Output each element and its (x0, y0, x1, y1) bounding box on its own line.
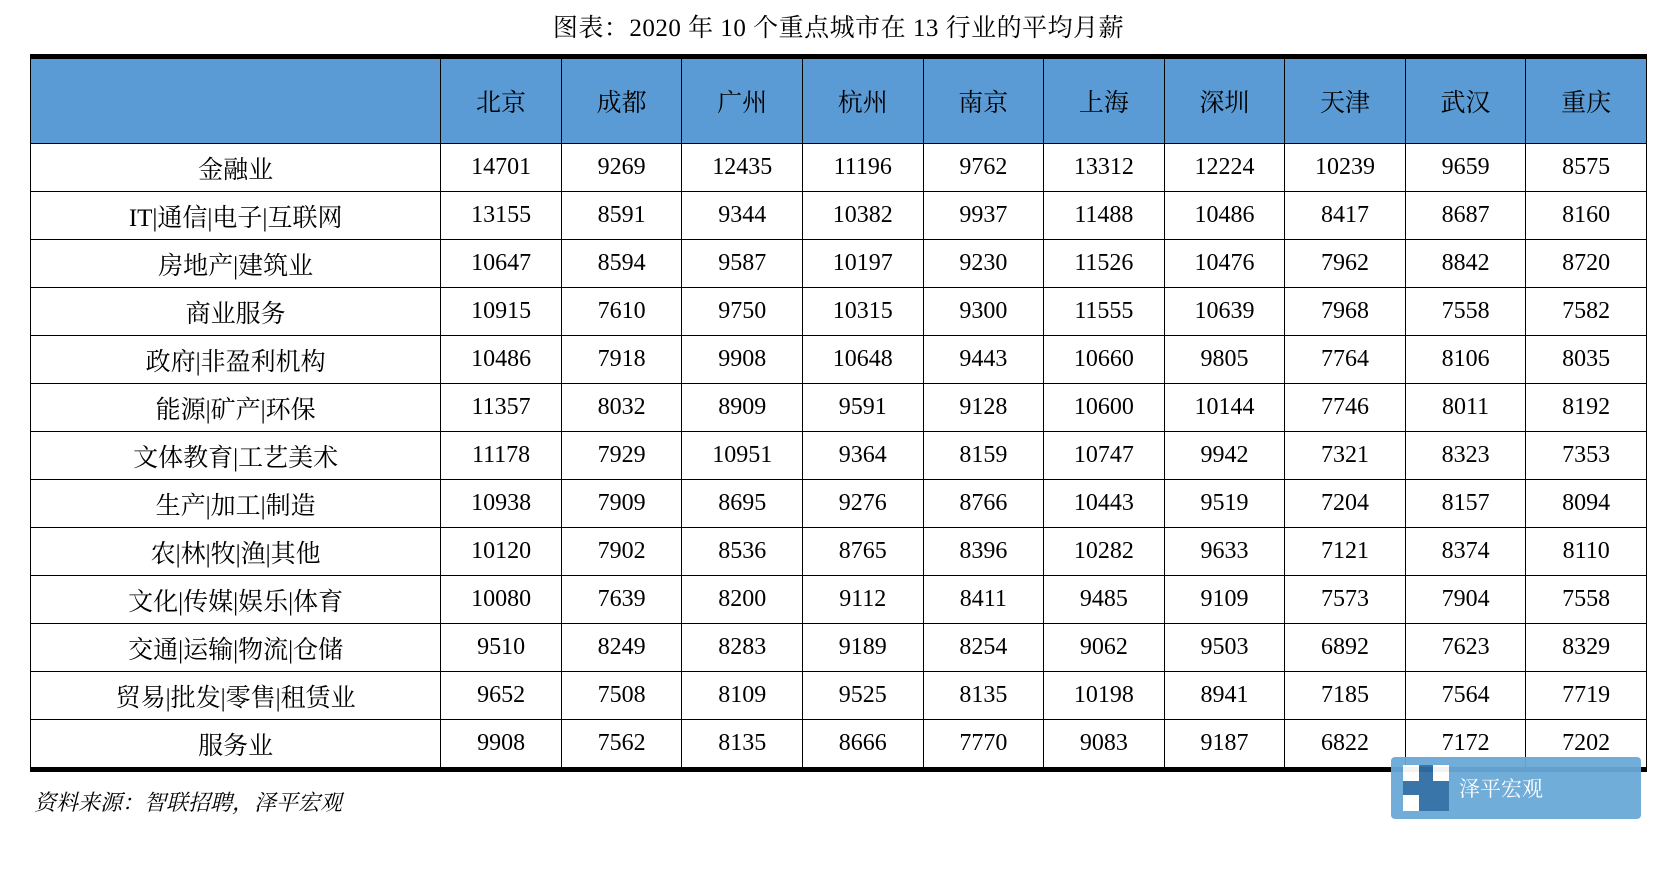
cell-value: 9633 (1164, 528, 1285, 576)
cell-value: 7172 (1405, 720, 1526, 768)
cell-value: 9937 (923, 192, 1044, 240)
row-label: 能源|矿产|环保 (31, 384, 441, 432)
cell-value: 9276 (802, 480, 923, 528)
cell-value: 8411 (923, 576, 1044, 624)
cell-value: 7558 (1526, 576, 1647, 624)
cell-value: 7746 (1285, 384, 1406, 432)
column-header-city: 天津 (1285, 59, 1406, 144)
cell-value: 8106 (1405, 336, 1526, 384)
cell-value: 8941 (1164, 672, 1285, 720)
cell-value: 7573 (1285, 576, 1406, 624)
cell-value: 8591 (561, 192, 682, 240)
cell-value: 10647 (441, 240, 562, 288)
table-row (31, 144, 1647, 192)
cell-value: 10639 (1164, 288, 1285, 336)
table-row (31, 288, 1647, 336)
cell-value: 7321 (1285, 432, 1406, 480)
cell-value: 10747 (1044, 432, 1165, 480)
cell-value: 8160 (1526, 192, 1647, 240)
cell-value: 9443 (923, 336, 1044, 384)
cell-value: 8110 (1526, 528, 1647, 576)
row-label: 文化|传媒|娱乐|体育 (31, 576, 441, 624)
cell-value: 14701 (441, 144, 562, 192)
cell-value: 8374 (1405, 528, 1526, 576)
cell-value: 6822 (1285, 720, 1406, 768)
cell-value: 10938 (441, 480, 562, 528)
cell-value: 8035 (1526, 336, 1647, 384)
cell-value: 6892 (1285, 624, 1406, 672)
cell-value: 11555 (1044, 288, 1165, 336)
cell-value: 9750 (682, 288, 803, 336)
cell-value: 7719 (1526, 672, 1647, 720)
cell-value: 8766 (923, 480, 1044, 528)
cell-value: 11357 (441, 384, 562, 432)
cell-value: 7764 (1285, 336, 1406, 384)
cell-value: 8032 (561, 384, 682, 432)
cell-value: 9109 (1164, 576, 1285, 624)
cell-value: 10120 (441, 528, 562, 576)
column-header-city: 杭州 (802, 59, 923, 144)
column-header-city: 北京 (441, 59, 562, 144)
cell-value: 8249 (561, 624, 682, 672)
cell-value: 10486 (1164, 192, 1285, 240)
cell-value: 8575 (1526, 144, 1647, 192)
row-label: 服务业 (31, 720, 441, 768)
row-label: 金融业 (31, 144, 441, 192)
row-label: 生产|加工|制造 (31, 480, 441, 528)
cell-value: 8842 (1405, 240, 1526, 288)
table-body (31, 144, 1647, 768)
cell-value: 7558 (1405, 288, 1526, 336)
row-label: 农|林|牧|渔|其他 (31, 528, 441, 576)
table-row (31, 192, 1647, 240)
cell-value: 8536 (682, 528, 803, 576)
cell-value: 8157 (1405, 480, 1526, 528)
cell-value: 9942 (1164, 432, 1285, 480)
cell-value: 9083 (1044, 720, 1165, 768)
cell-value: 9230 (923, 240, 1044, 288)
cell-value: 10144 (1164, 384, 1285, 432)
table-row (31, 624, 1647, 672)
cell-value: 7508 (561, 672, 682, 720)
table-row (31, 432, 1647, 480)
row-label: 文体教育|工艺美术 (31, 432, 441, 480)
row-label: 房地产|建筑业 (31, 240, 441, 288)
table-row (31, 240, 1647, 288)
cell-value: 7121 (1285, 528, 1406, 576)
cell-value: 8094 (1526, 480, 1647, 528)
table-row (31, 480, 1647, 528)
source-note: 资料来源：智联招聘，泽平宏观 (34, 790, 343, 815)
table-row (31, 672, 1647, 720)
cell-value: 7202 (1526, 720, 1647, 768)
cell-value: 8192 (1526, 384, 1647, 432)
page-title: 图表：2020 年 10 个重点城市在 13 行业的平均月薪 (552, 15, 1125, 42)
cell-value: 8135 (923, 672, 1044, 720)
table-row (31, 336, 1647, 384)
cell-value: 8329 (1526, 624, 1647, 672)
cell-value: 7562 (561, 720, 682, 768)
cell-value: 11526 (1044, 240, 1165, 288)
table-corner-cell (31, 59, 441, 144)
cell-value: 7623 (1405, 624, 1526, 672)
cell-value: 8594 (561, 240, 682, 288)
cell-value: 9187 (1164, 720, 1285, 768)
cell-value: 7968 (1285, 288, 1406, 336)
cell-value: 10282 (1044, 528, 1165, 576)
cell-value: 11196 (802, 144, 923, 192)
cell-value: 7185 (1285, 672, 1406, 720)
cell-value: 8417 (1285, 192, 1406, 240)
cell-value: 11178 (441, 432, 562, 480)
watermark-badge (1391, 757, 1641, 819)
cell-value: 10382 (802, 192, 923, 240)
cell-value: 8666 (802, 720, 923, 768)
cell-value: 10198 (1044, 672, 1165, 720)
cell-value: 10600 (1044, 384, 1165, 432)
cell-value: 9587 (682, 240, 803, 288)
cell-value: 13155 (441, 192, 562, 240)
cell-value: 9485 (1044, 576, 1165, 624)
watermark-label: 泽平宏观 (1459, 777, 1543, 801)
cell-value: 9908 (682, 336, 803, 384)
column-header-city: 广州 (682, 59, 803, 144)
cell-value: 7904 (1405, 576, 1526, 624)
column-header-city: 深圳 (1164, 59, 1285, 144)
cell-value: 9364 (802, 432, 923, 480)
cell-value: 10915 (441, 288, 562, 336)
cell-value: 9344 (682, 192, 803, 240)
cell-value: 10486 (441, 336, 562, 384)
cell-value: 9300 (923, 288, 1044, 336)
table-row (31, 528, 1647, 576)
cell-value: 10476 (1164, 240, 1285, 288)
cell-value: 9519 (1164, 480, 1285, 528)
cell-value: 8135 (682, 720, 803, 768)
cell-value: 9062 (1044, 624, 1165, 672)
cell-value: 9525 (802, 672, 923, 720)
row-label: IT|通信|电子|互联网 (31, 192, 441, 240)
cell-value: 12224 (1164, 144, 1285, 192)
cell-value: 7639 (561, 576, 682, 624)
cell-value: 7770 (923, 720, 1044, 768)
cell-value: 7962 (1285, 240, 1406, 288)
cell-value: 7902 (561, 528, 682, 576)
column-header-city: 重庆 (1526, 59, 1647, 144)
row-label: 交通|运输|物流|仓储 (31, 624, 441, 672)
cell-value: 9908 (441, 720, 562, 768)
cell-value: 8909 (682, 384, 803, 432)
cell-value: 8396 (923, 528, 1044, 576)
cell-value: 10660 (1044, 336, 1165, 384)
cell-value: 7204 (1285, 480, 1406, 528)
cell-value: 10239 (1285, 144, 1406, 192)
qr-code-icon (1403, 765, 1449, 811)
cell-value: 9805 (1164, 336, 1285, 384)
cell-value: 8720 (1526, 240, 1647, 288)
cell-value: 13312 (1044, 144, 1165, 192)
cell-value: 7929 (561, 432, 682, 480)
cell-value: 9510 (441, 624, 562, 672)
cell-value: 7582 (1526, 288, 1647, 336)
column-header-city: 南京 (923, 59, 1044, 144)
cell-value: 9128 (923, 384, 1044, 432)
cell-value: 7918 (561, 336, 682, 384)
cell-value: 9591 (802, 384, 923, 432)
row-label: 贸易|批发|零售|租赁业 (31, 672, 441, 720)
cell-value: 8765 (802, 528, 923, 576)
table-row (31, 384, 1647, 432)
cell-value: 8254 (923, 624, 1044, 672)
cell-value: 7909 (561, 480, 682, 528)
cell-value: 9762 (923, 144, 1044, 192)
row-label: 政府|非盈利机构 (31, 336, 441, 384)
cell-value: 10197 (802, 240, 923, 288)
cell-value: 8109 (682, 672, 803, 720)
cell-value: 8159 (923, 432, 1044, 480)
cell-value: 9189 (802, 624, 923, 672)
column-header-city: 武汉 (1405, 59, 1526, 144)
cell-value: 7353 (1526, 432, 1647, 480)
cell-value: 12435 (682, 144, 803, 192)
cell-value: 9659 (1405, 144, 1526, 192)
cell-value: 9112 (802, 576, 923, 624)
row-label: 商业服务 (31, 288, 441, 336)
column-header-city: 成都 (561, 59, 682, 144)
cell-value: 9503 (1164, 624, 1285, 672)
cell-value: 10443 (1044, 480, 1165, 528)
cell-value: 8695 (682, 480, 803, 528)
cell-value: 10648 (802, 336, 923, 384)
cell-value: 9652 (441, 672, 562, 720)
cell-value: 8011 (1405, 384, 1526, 432)
cell-value: 7564 (1405, 672, 1526, 720)
salary-table (30, 58, 1647, 768)
cell-value: 8687 (1405, 192, 1526, 240)
table-row (31, 576, 1647, 624)
table-header (31, 59, 1647, 144)
table-header-row (31, 59, 1647, 144)
cell-value: 10080 (441, 576, 562, 624)
cell-value: 8283 (682, 624, 803, 672)
cell-value: 10951 (682, 432, 803, 480)
cell-value: 10315 (802, 288, 923, 336)
cell-value: 7610 (561, 288, 682, 336)
column-header-city: 上海 (1044, 59, 1165, 144)
cell-value: 11488 (1044, 192, 1165, 240)
cell-value: 9269 (561, 144, 682, 192)
cell-value: 8200 (682, 576, 803, 624)
cell-value: 8323 (1405, 432, 1526, 480)
